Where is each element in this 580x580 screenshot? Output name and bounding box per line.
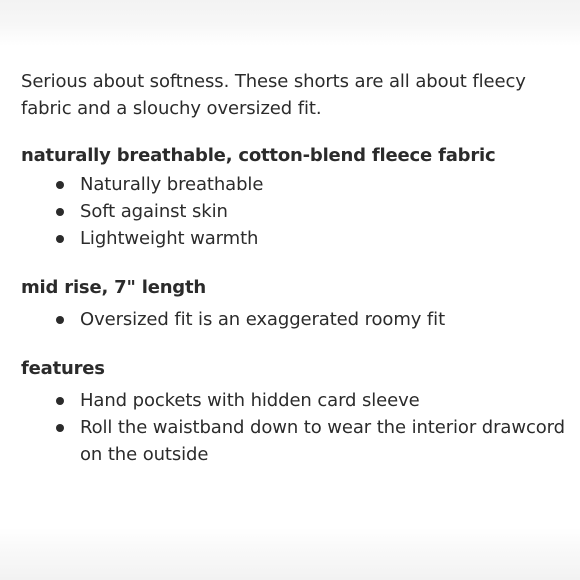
bottom-shadow [0, 528, 580, 580]
list-item [21, 171, 566, 198]
bullet-icon [56, 397, 64, 405]
product-description [21, 68, 566, 468]
list-item-text: Soft against skin [80, 201, 228, 222]
section-heading-features: features [21, 358, 105, 379]
fabric-feature-list [21, 171, 566, 252]
bullet-icon [56, 208, 64, 216]
top-shadow [0, 0, 580, 46]
list-item [21, 225, 566, 252]
features-list [21, 387, 566, 468]
section-heading-fit: mid rise, 7" length [21, 277, 207, 298]
list-item-text: Roll the waistband down to wear the interior drawcord on the outside [80, 417, 565, 465]
list-item-text: Oversized fit is an exaggerated roomy fit [80, 309, 446, 330]
list-item-text: Hand pockets with hidden card sleeve [80, 390, 420, 411]
list-item-text: Naturally breathable [80, 174, 264, 195]
bullet-icon [56, 316, 64, 324]
list-item [21, 387, 566, 414]
section-heading-fabric: naturally breathable, cotton-blend fleece fabric [21, 145, 496, 166]
bullet-icon [56, 424, 64, 432]
list-item-text: Lightweight warmth [80, 228, 259, 249]
list-item [21, 198, 566, 225]
bullet-icon [56, 181, 64, 189]
list-item [21, 306, 566, 333]
bullet-icon [56, 235, 64, 243]
fit-feature-list [21, 306, 566, 333]
intro-text: Serious about softness. These shorts are all about fleecy fabric and a slouchy oversized fit. [21, 71, 526, 119]
list-item [21, 414, 566, 468]
